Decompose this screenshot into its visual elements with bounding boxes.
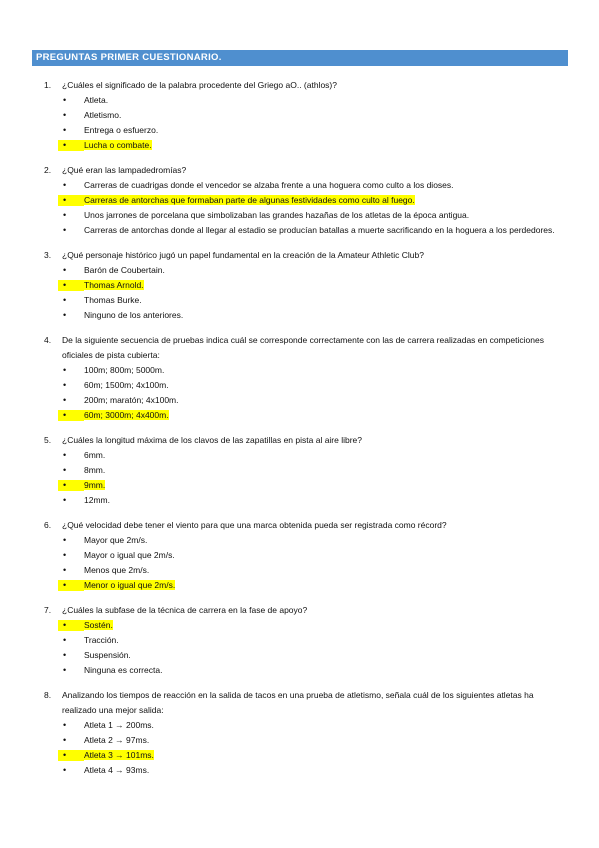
answer-option-text: Atleta 1 → 200ms.	[84, 720, 154, 730]
question-number: 6.	[44, 520, 52, 530]
answer-option-text: 60m; 1500m; 4x100m.	[84, 380, 169, 390]
question-4	[0, 333, 599, 423]
highlight-marker	[58, 195, 84, 206]
question-3	[0, 248, 599, 323]
answer-options	[0, 93, 599, 153]
bullet-icon: •	[63, 735, 67, 745]
bullet-icon: •	[63, 535, 67, 545]
bullet-icon: •	[63, 450, 67, 460]
question-number: 2.	[44, 165, 52, 175]
highlight-marker	[58, 750, 84, 761]
answer-option	[0, 533, 599, 548]
question-text-row	[0, 163, 599, 178]
bullet-icon: •	[63, 95, 67, 105]
question-8	[0, 688, 599, 778]
questions-list	[0, 78, 599, 788]
question-text: ¿Qué velocidad debe tener el viento para que una marca obtenida pueda ser registrada como récord?	[62, 520, 447, 530]
answer-option-text: Carreras de cuadrigas donde el vencedor se alzaba frente a una hoguera como culto a los dioses.	[84, 180, 454, 190]
answer-option-text: 12mm.	[84, 495, 110, 505]
highlight-marker	[58, 580, 84, 591]
bullet-icon: •	[63, 620, 67, 630]
bullet-icon: •	[63, 720, 67, 730]
answer-option	[0, 493, 599, 508]
bullet-icon: •	[63, 465, 67, 475]
answer-option-text: Ninguno de los anteriores.	[84, 310, 184, 320]
answer-option-correct	[0, 408, 599, 423]
answer-option	[0, 548, 599, 563]
answer-option-text: 6mm.	[84, 450, 106, 460]
bullet-icon: •	[63, 265, 67, 275]
highlight-marker	[58, 480, 84, 491]
question-text: Analizando los tiempos de reacción en la salida de tacos en una prueba de atletismo, señala cuál de los siguientes atletas ha realizado una mejor salida:	[62, 690, 534, 715]
bullet-icon: •	[63, 195, 67, 205]
answer-option	[0, 363, 599, 378]
answer-option-text: Carreras de antorchas que formaban parte de algunas festividades como culto al fuego.	[84, 195, 415, 205]
question-number: 8.	[44, 690, 52, 700]
answer-option-correct	[0, 578, 599, 593]
highlight-marker	[58, 140, 84, 151]
answer-option	[0, 633, 599, 648]
question-text-row	[0, 333, 599, 363]
question-5	[0, 433, 599, 508]
answer-option-text: Atleta 4 → 93ms.	[84, 765, 150, 775]
answer-option-text: 200m; maratón; 4x100m.	[84, 395, 179, 405]
bullet-icon: •	[63, 635, 67, 645]
bullet-icon: •	[63, 480, 67, 490]
bullet-icon: •	[63, 110, 67, 120]
bullet-icon: •	[63, 550, 67, 560]
answer-options	[0, 263, 599, 323]
answer-option	[0, 733, 599, 748]
answer-option	[0, 293, 599, 308]
highlight-marker	[58, 410, 84, 421]
answer-option-text: 60m; 3000m; 4x400m.	[84, 410, 169, 420]
answer-option-text: Ninguna es correcta.	[84, 665, 163, 675]
question-7	[0, 603, 599, 678]
answer-option-text: 100m; 800m; 5000m.	[84, 365, 165, 375]
section-title: PREGUNTAS PRIMER CUESTIONARIO.	[36, 52, 222, 63]
answer-option-text: Atleta 3 → 101ms.	[84, 750, 154, 760]
bullet-icon: •	[63, 380, 67, 390]
question-text-row	[0, 78, 599, 93]
answer-option-text: Atleta.	[84, 95, 109, 105]
question-number: 4.	[44, 335, 52, 345]
question-number: 1.	[44, 80, 52, 90]
highlight-marker	[58, 620, 84, 631]
bullet-icon: •	[63, 295, 67, 305]
answer-option-text: Menos que 2m/s.	[84, 565, 150, 575]
answer-option	[0, 208, 599, 223]
question-number: 5.	[44, 435, 52, 445]
question-1	[0, 78, 599, 153]
bullet-icon: •	[63, 180, 67, 190]
answer-option	[0, 123, 599, 138]
bullet-icon: •	[63, 650, 67, 660]
question-text: De la siguiente secuencia de pruebas indica cuál se corresponde correctamente con las de carrera realizadas en competiciones oficiales de pista cubierta:	[62, 335, 544, 360]
bullet-icon: •	[63, 750, 67, 760]
answer-option	[0, 263, 599, 278]
answer-option	[0, 648, 599, 663]
answer-options	[0, 718, 599, 778]
answer-option-text: 8mm.	[84, 465, 106, 475]
bullet-icon: •	[63, 280, 67, 290]
answer-option-text: Unos jarrones de porcelana que simbolizaban las grandes hazañas de los atletas de la época antigua.	[84, 210, 470, 220]
answer-options	[0, 618, 599, 678]
answer-option-text: Sostén.	[84, 620, 113, 630]
highlight-marker	[58, 280, 84, 291]
bullet-icon: •	[63, 365, 67, 375]
question-text: ¿Qué personaje histórico jugó un papel fundamental en la creación de la Amateur Athletic Club?	[62, 250, 424, 260]
answer-option	[0, 448, 599, 463]
question-text-row	[0, 248, 599, 263]
question-number: 3.	[44, 250, 52, 260]
answer-option-correct	[0, 193, 599, 208]
answer-options	[0, 363, 599, 423]
question-text-row	[0, 603, 599, 618]
answer-option	[0, 763, 599, 778]
question-6	[0, 518, 599, 593]
section-header-bar	[32, 50, 568, 66]
answer-option-text: Menor o igual que 2m/s.	[84, 580, 176, 590]
question-number: 7.	[44, 605, 52, 615]
answer-option	[0, 308, 599, 323]
bullet-icon: •	[63, 495, 67, 505]
answer-option-text: Barón de Coubertain.	[84, 265, 165, 275]
answer-options	[0, 533, 599, 593]
bullet-icon: •	[63, 210, 67, 220]
answer-option	[0, 718, 599, 733]
answer-option-correct	[0, 618, 599, 633]
answer-option-correct	[0, 138, 599, 153]
answer-option-text: Thomas Arnold.	[84, 280, 144, 290]
answer-option-text: Atletismo.	[84, 110, 122, 120]
question-text-row	[0, 433, 599, 448]
answer-option	[0, 108, 599, 123]
bullet-icon: •	[63, 665, 67, 675]
answer-option	[0, 378, 599, 393]
answer-option-text: Suspensión.	[84, 650, 131, 660]
bullet-icon: •	[63, 765, 67, 775]
question-text-row	[0, 518, 599, 533]
answer-option-text: Lucha o combate.	[84, 140, 152, 150]
bullet-icon: •	[63, 140, 67, 150]
bullet-icon: •	[63, 225, 67, 235]
question-text-row	[0, 688, 599, 718]
question-text: ¿Cuáles la subfase de la técnica de carrera en la fase de apoyo?	[62, 605, 308, 615]
bullet-icon: •	[63, 580, 67, 590]
answer-option	[0, 463, 599, 478]
answer-option	[0, 663, 599, 678]
question-text: ¿Cuáles el significado de la palabra procedente del Griego aO.. (athlos)?	[62, 80, 337, 90]
answer-option-text: Carreras de antorchas donde al llegar al estadio se producían batallas a muerte sacrificando en la hoguera a los perdedores.	[84, 225, 555, 235]
answer-option-correct	[0, 748, 599, 763]
question-2	[0, 163, 599, 238]
answer-option-correct	[0, 478, 599, 493]
bullet-icon: •	[63, 310, 67, 320]
answer-option-text: Entrega o esfuerzo.	[84, 125, 159, 135]
question-text: ¿Qué eran las lampadedromías?	[62, 165, 187, 175]
answer-option	[0, 178, 599, 193]
answer-option-text: Tracción.	[84, 635, 119, 645]
answer-option-text: Mayor que 2m/s.	[84, 535, 148, 545]
bullet-icon: •	[63, 395, 67, 405]
answer-option-text: Mayor o igual que 2m/s.	[84, 550, 175, 560]
bullet-icon: •	[63, 565, 67, 575]
bullet-icon: •	[63, 125, 67, 135]
answer-option	[0, 563, 599, 578]
answer-option	[0, 223, 599, 238]
question-text: ¿Cuáles la longitud máxima de los clavos de las zapatillas en pista al aire libre?	[62, 435, 363, 445]
bullet-icon: •	[63, 410, 67, 420]
answer-option-correct	[0, 278, 599, 293]
answer-option	[0, 93, 599, 108]
answer-option-text: Atleta 2 → 97ms.	[84, 735, 150, 745]
answer-options	[0, 178, 599, 238]
answer-options	[0, 448, 599, 508]
answer-option-text: 9mm.	[84, 480, 106, 490]
answer-option-text: Thomas Burke.	[84, 295, 142, 305]
answer-option	[0, 393, 599, 408]
